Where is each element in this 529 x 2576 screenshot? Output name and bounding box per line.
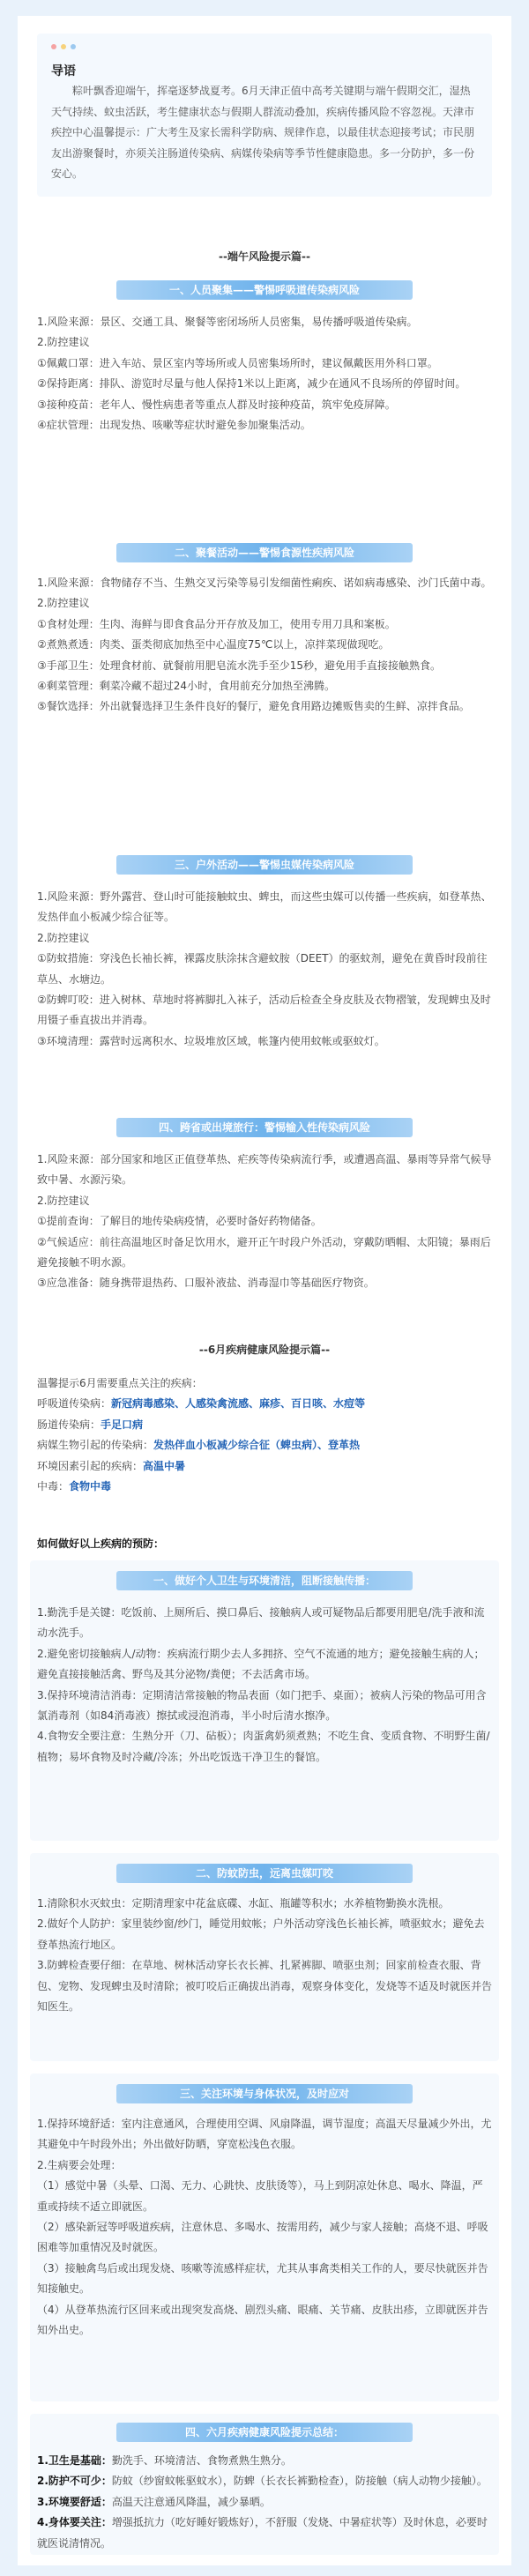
prevention2-line: 1.清除积水灭蚊虫：定期清理家中花盆底碟、水缸、瓶罐等积水；水养植物勤换水洗根。 <box>37 1897 450 1910</box>
section1-banner-text: 一、人员聚集——警惕呼吸道传染病风险 <box>168 284 360 296</box>
june-intro: 温馨提示6月需要重点关注的疾病： <box>37 1377 203 1389</box>
prevention1-banner <box>116 1567 413 1594</box>
prevention2-banner-text: 二、防蚊防虫，远离虫媒叮咬 <box>195 1867 333 1880</box>
summary-body <box>37 2451 492 2554</box>
intro-box <box>37 34 492 197</box>
prevention1-line: 4.食物安全要注意：生熟分开（刀、砧板）；肉蛋禽奶须煮熟；不吃生食、变质食物、不明野生菌/植物；易坏食物及时冷藏/冷冻；外出吃饭选干净卫生的餐馆。 <box>37 1730 490 1763</box>
section2-line: 2.防控建议 <box>37 597 90 610</box>
june-row: 中毒：食物中毒 <box>37 1479 112 1493</box>
section2-line: 1.风险来源：食物储存不当、生熟交叉污染等易引发细菌性痢疾、诺如病毒感染、沙门氏菌中毒。 <box>37 577 492 589</box>
prevention3-banner <box>116 2081 413 2107</box>
section4-line: 2.防控建议 <box>37 1194 90 1207</box>
section1-line: ④症状管理：出现发热、咳嗽等症状时避免参加聚集活动。 <box>37 418 311 431</box>
section3-banner <box>116 852 413 878</box>
prevention1-banner-text: 一、做好个人卫生与环境清洁，阻断接触传播： <box>153 1575 376 1587</box>
red-dot-icon <box>51 44 56 49</box>
intro-text: 粽叶飘香迎端午，挥毫逐梦战夏考。6月天津正值中高考关键期与端午假期交汇，湿热天气持续、蚊虫活跃，考生健康状态与假期人群流动叠加，疾病传播风险不容忽视。天津市疾控中心温馨提示：广大考生及家长需科学防病、规律作息，以最佳状态迎接考试；市民朋友出游聚餐时，亦须关注肠道传染病、病媒传染病等季节性健康隐患。多一分防护，多一份安心。 <box>51 85 475 180</box>
section3-line: ③环境清理：露营时远离积水、垃圾堆放区域，帐篷内使用蚊帐或驱蚊灯。 <box>37 1034 385 1047</box>
prevention4-banner-text: 四、六月疾病健康风险提示总结： <box>184 2426 344 2438</box>
section1-line: ③接种疫苗：老年人、慢性病患者等重点人群及时接种疫苗，筑牢免疫屏障。 <box>37 398 396 411</box>
june-row: 环境因素引起的疾病：高温中暑 <box>37 1459 186 1472</box>
section4-body <box>37 1150 492 1294</box>
section2-line: ⑤餐饮选择：外出就餐选择卫生条件良好的餐厅，避免食用路边摊贩售卖的生鲜、凉拌食品。 <box>37 700 470 713</box>
june-row: 肠道传染病：手足口病 <box>37 1418 144 1431</box>
section2-banner-text: 二、聚餐活动——警惕食源性疾病风险 <box>174 547 354 559</box>
prevention3-line: 2.生病要会处理： <box>37 2158 122 2171</box>
section2-banner <box>116 540 413 566</box>
prevention1-line: 2.避免密切接触病人/动物：疾病流行期少去人多拥挤、空气不流通的地方；避免接触生病的人；避免直接接触活禽、野鸟及其分泌物/粪便；不去活禽市场。 <box>37 1647 485 1681</box>
section4-line: ③应急准备：随身携带退热药、口服补液盐、消毒湿巾等基础医疗物资。 <box>37 1277 375 1290</box>
window-dots <box>51 44 478 55</box>
section3-body <box>37 887 492 1052</box>
section4-banner-text: 四、跨省或出境旅行：警惕输入性传染病风险 <box>158 1121 370 1134</box>
section1-line: 2.防控建议 <box>37 336 90 349</box>
summary-row: 1.卫生是基础：勤洗手、环境清洁、食物煮熟生熟分。 <box>37 2454 292 2467</box>
prevention3-line: （2）感染新冠等呼吸道疾病，注意休息、多喝水、按需用药，减少与家人接触；高烧不退、呼吸困难等加重情况及时就医。 <box>37 2220 488 2254</box>
section1-line: ②保持距离：排队、游览时尽量与他人保持1米以上距离，减少在通风不良场所的停留时间。 <box>37 377 466 391</box>
section2-line: ③手部卫生：处理食材前、就餐前用肥皂流水洗手至少15秒，避免用手直接接触熟食。 <box>37 659 442 672</box>
section3-line: ①防蚊措施：穿浅色长袖长裤，裸露皮肤涂抹含避蚊胺（DEET）的驱蚊剂，避免在黄昏时段前往草丛、水塘边。 <box>37 952 488 986</box>
part1-title: --端午风险提示篇-- <box>219 250 310 263</box>
blue-dot-icon <box>71 44 76 49</box>
section4-line: ②气候适应：前往高温地区时备足饮用水，避开正午时段户外活动，穿戴防晒帽、太阳镜；暴雨后避免接触不明水源。 <box>37 1235 491 1269</box>
prevention2-line: 2.做好个人防护：家里装纱窗/纱门，睡觉用蚊帐；户外活动穿浅色长袖长裤，喷驱蚊水；避免去登革热流行地区。 <box>37 1917 485 1951</box>
summary-row: 4.身体要关注：增强抵抗力（吃好睡好锻炼好），不舒服（发烧、中暑症状等）及时休息，必要时就医说清情况。 <box>37 2516 488 2550</box>
section4-line: 1.风险来源：部分国家和地区正值登革热、疟疾等传染病流行季，或遭遇高温、暴雨等异常气候导致中暑、水源污染。 <box>37 1153 492 1187</box>
part2-title: --6月疾病健康风险提示篇-- <box>198 1344 331 1356</box>
section3-line: 1.风险来源：野外露营、登山时可能接触蚊虫、蜱虫，而这些虫媒可以传播一些疾病，如登革热、发热伴血小板减少综合征等。 <box>37 890 492 924</box>
prevention2-body <box>37 1894 492 2017</box>
section2-body <box>37 573 492 718</box>
prevention3-line: （4）从登革热流行区回来或出现突发高烧、剧烈头痛、眼痛、关节痛、皮肤出疹，立即就医并告知外出史。 <box>37 2303 488 2336</box>
prevention3-banner-text: 三、关注环境与身体状况，及时应对 <box>179 2088 349 2100</box>
june-row: 病媒生物引起的传染病：发热伴血小板减少综合征（蜱虫病）、登革热 <box>37 1439 361 1452</box>
prevention3-line: （3）接触禽鸟后或出现发烧、咳嗽等流感样症状，尤其从事禽类相关工作的人，要尽快就医并告知接触史。 <box>37 2261 488 2296</box>
section1-banner <box>116 277 413 303</box>
prevention3-line: （1）感觉中暑（头晕、口渴、无力、心跳快、皮肤烫等），马上到阴凉处休息、喝水、降温，严重或持续不适立即就医。 <box>37 2179 483 2213</box>
summary-row: 2.防护不可少：防蚊（纱窗蚊帐驱蚊水），防蜱（长衣长裤勤检查），防接触（病人动物少接触）。 <box>37 2475 488 2488</box>
section1-body <box>37 312 492 436</box>
section2-line: ①食材处理：生肉、海鲜与即食食品分开存放及加工，使用专用刀具和案板。 <box>37 617 396 630</box>
section3-banner-text: 三、户外活动——警惕虫媒传染病风险 <box>174 859 354 871</box>
june-diseases <box>37 1374 492 1497</box>
prevention1-line: 1.勤洗手是关键：吃饭前、上厕所后、摸口鼻后、接触病人或可疑物品后都要用肥皂/洗手液和流动水洗手。 <box>37 1606 485 1640</box>
section3-line: 2.防控建议 <box>37 931 90 944</box>
prevention3-line: 1.保持环境舒适：室内注意通风，合理使用空调、风扇降温，调节湿度；高温天尽量减少外出，尤其避免中午时段外出；外出做好防晒，穿宽松浅色衣服。 <box>37 2118 492 2151</box>
section1-line: ①佩戴口罩：进入车站、景区室内等场所或人员密集场所时，建议佩戴医用外科口罩。 <box>37 356 438 369</box>
section3-line: ②防蜱叮咬：进入树林、草地时将裤脚扎入袜子，活动后检查全身皮肤及衣物褶皱，发现蜱虫及时用镊子垂直拔出并消毒。 <box>37 993 491 1027</box>
prevention-title: 如何做好以上疾病的预防： <box>37 1537 165 1550</box>
prevention4-banner <box>116 2419 413 2446</box>
article-page <box>18 16 511 2565</box>
yellow-dot-icon <box>61 44 66 49</box>
intro-title: 导语 <box>51 64 76 78</box>
prevention1-body <box>37 1603 492 1768</box>
prevention1-line: 3.保持环境清洁消毒：定期清洁常接触的物品表面（如门把手、桌面）；被病人污染的物品可用含氯消毒剂（如84消毒液）擦拭或浸泡消毒，半小时后清水擦净。 <box>37 1688 487 1722</box>
summary-row: 3.环境要舒适：高温天注意通风降温，减少暴晒。 <box>37 2495 271 2508</box>
section4-line: ①提前查询：了解目的地传染病疫情，必要时备好药物储备。 <box>37 1215 322 1228</box>
section1-line: 1.风险来源：景区、交通工具、聚餐等密闭场所人员密集，易传播呼吸道传染病。 <box>37 316 418 328</box>
prevention2-banner <box>116 1860 413 1887</box>
prevention3-body <box>37 2114 492 2341</box>
section2-line: ④剩菜管理：剩菜冷藏不超过24小时，食用前充分加热至沸腾。 <box>37 679 336 692</box>
section4-banner <box>116 1114 413 1141</box>
section2-line: ②煮熟煮透：肉类、蛋类彻底加热至中心温度75℃以上，凉拌菜现做现吃。 <box>37 638 390 651</box>
prevention2-line: 3.防蜱检查要仔细：在草地、树林活动穿长衣长裤、扎紧裤脚、喷驱虫剂；回家前检查衣服、背包、宠物、发现蜱虫及时清除；被叮咬后正确拔出消毒，观察身体变化，发烧等不适及时就医并告知医生。 <box>37 1959 493 2013</box>
june-row: 呼吸道传染病：新冠病毒感染、人感染禽流感、麻疹、百日咳、水痘等 <box>37 1397 366 1411</box>
